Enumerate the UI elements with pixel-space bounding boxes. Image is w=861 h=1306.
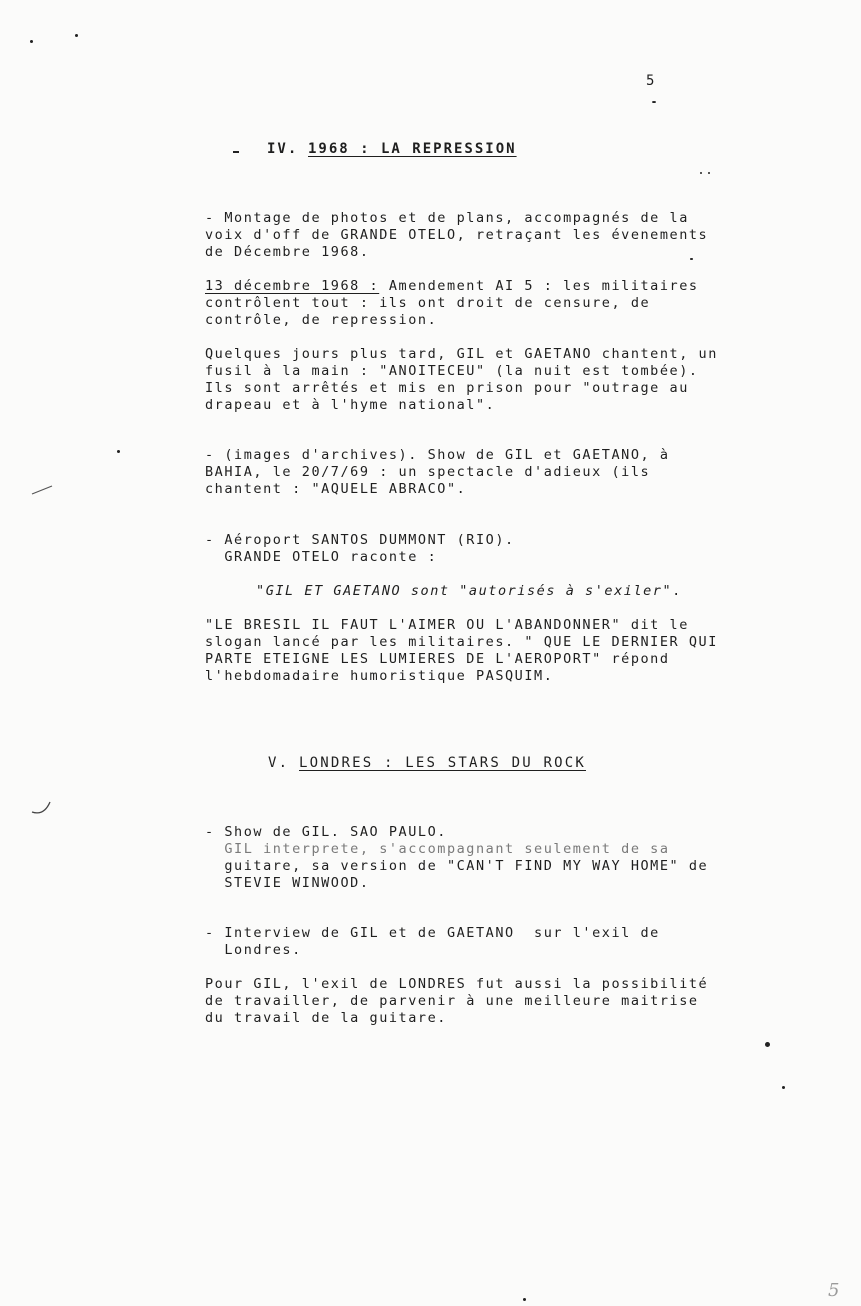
text-line: - (images d'archives). Show de GIL et GAETANO, à <box>205 447 670 463</box>
pencil-page-number: 5 <box>828 1280 840 1301</box>
punch-mark-icon <box>30 800 56 818</box>
speck <box>30 40 33 43</box>
text-line: contrôle, de repression. <box>205 312 438 328</box>
text-line: guitare, sa version de "CAN'T FIND MY WAY HOME" de <box>205 858 709 874</box>
text-line: STEVIE WINWOOD. <box>205 875 370 891</box>
text-fragment: Amendement AI 5 : les militaires <box>379 278 699 294</box>
text-line: - Interview de GIL et de GAETANO sur l'exil de <box>205 925 660 941</box>
text-line: drapeau et à l'hyme national". <box>205 397 496 413</box>
quote-open: " <box>256 583 266 599</box>
page-number: 5 <box>646 73 655 89</box>
quote-text: GIL ET GAETANO sont "autorisés à s'exiler <box>265 583 663 599</box>
section-v-title: LONDRES : LES STARS DU ROCK <box>299 755 586 771</box>
speck <box>523 1298 526 1301</box>
section-iv-numeral: IV. <box>267 141 299 157</box>
text-line: slogan lancé par les militaires. " QUE LE DERNIER QUI <box>205 634 718 650</box>
text-line: l'hebdomadaire humoristique PASQUIM. <box>205 668 554 684</box>
date-13-december-1968: 13 décembre 1968 : <box>205 278 380 294</box>
quote-line <box>256 583 682 600</box>
text-line: chantent : "AQUELE ABRACO". <box>205 481 467 497</box>
text-line: GRANDE OTELO raconte : <box>205 549 438 565</box>
speck <box>75 34 78 37</box>
text-line: fusil à la main : "ANOITECEU" (la nuit est tombée). <box>205 363 699 379</box>
speck <box>708 172 710 174</box>
text-line: - Show de GIL. SAO PAULO. <box>205 824 447 840</box>
text-line: - Aéroport SANTOS DUMMONT (RIO). <box>205 532 515 548</box>
speck <box>782 1086 785 1089</box>
text-line: - Montage de photos et de plans, accompagnés de la <box>205 210 689 226</box>
text-line: Londres. <box>205 942 302 958</box>
bullet-dash <box>233 151 239 153</box>
text-line: "LE BRESIL IL FAUT L'AIMER OU L'ABANDONNER" dit le <box>205 617 689 633</box>
speck <box>691 258 693 260</box>
speck <box>117 450 120 453</box>
text-line: Pour GIL, l'exil de LONDRES fut aussi la possibilité <box>205 976 709 992</box>
text-line: Ils sont arrêtés et mis en prison pour "outrage au <box>205 380 689 396</box>
section-iv-title: 1968 : LA REPRESSION <box>308 141 517 157</box>
text-line: Quelques jours plus tard, GIL et GAETANO chantent, un <box>205 346 718 362</box>
text-line: GIL interprete, s'accompagnant seulement de sa <box>205 841 670 857</box>
text-line: voix d'off de GRANDE OTELO, retraçant les évenements <box>205 227 709 243</box>
text-line <box>205 278 699 295</box>
text-line: contrôlent tout : ils ont droit de censure, de <box>205 295 651 311</box>
text-line: PARTE ETEIGNE LES LUMIERES DE L'AEROPORT" répond <box>205 651 670 667</box>
text-line: de travailler, de parvenir à une meilleure maitrise <box>205 993 699 1009</box>
speck <box>652 101 656 103</box>
speck <box>700 172 702 174</box>
text-line: de Décembre 1968. <box>205 244 370 260</box>
text-line: BAHIA, le 20/7/69 : un spectacle d'adieux (ils <box>205 464 651 480</box>
quote-close: ". <box>662 583 682 599</box>
section-v-numeral: V. <box>268 755 290 771</box>
text-line: du travail de la guitare. <box>205 1010 447 1026</box>
speck <box>765 1042 770 1047</box>
punch-mark-icon <box>30 484 56 498</box>
